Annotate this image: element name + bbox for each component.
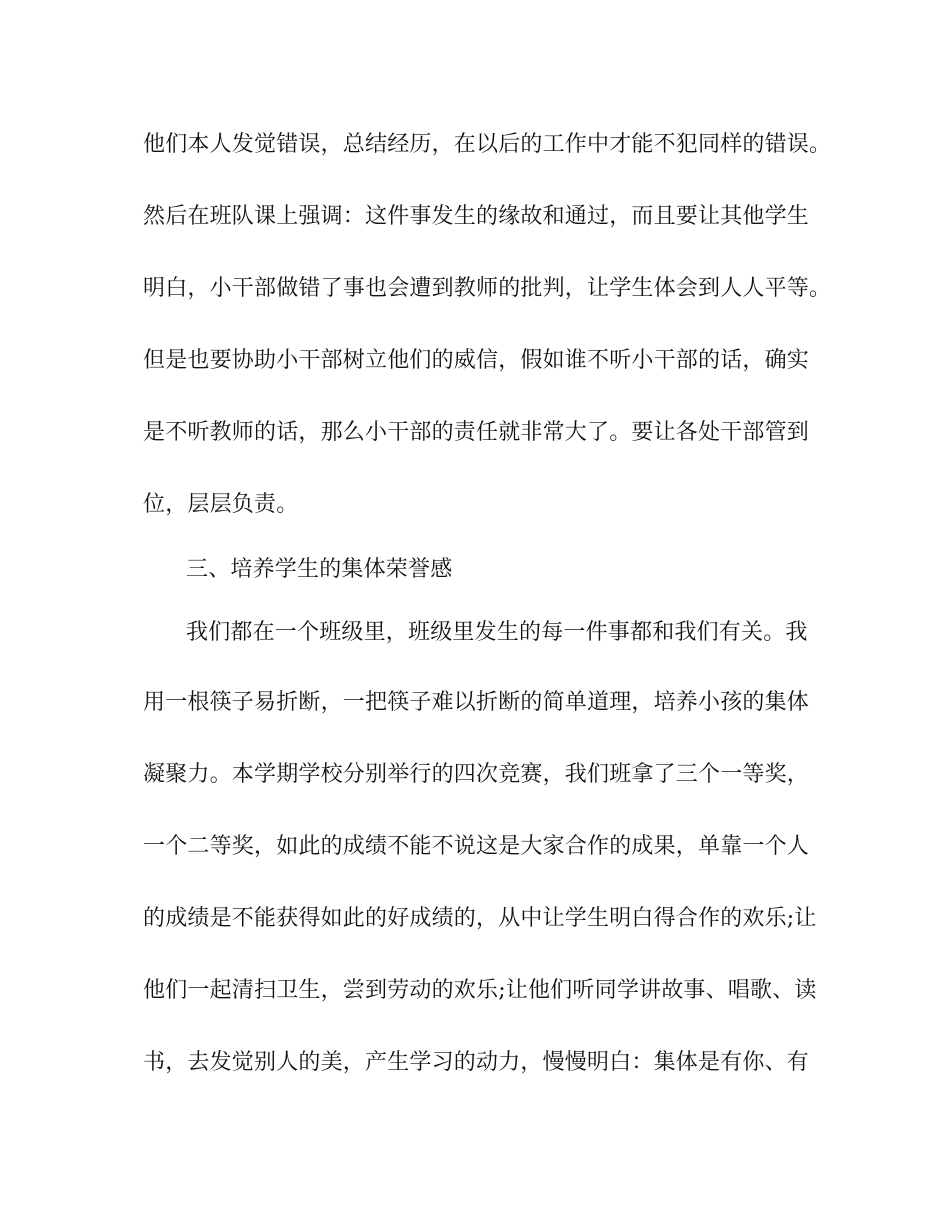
section-heading: 三、培养学生的集体荣誉感: [186, 557, 453, 582]
paragraph-line: 位，层层负责。: [143, 492, 299, 517]
paragraph-line: 他们本人发觉错误，总结经历，在以后的工作中才能不犯同样的错误。: [143, 132, 832, 157]
paragraph-line: 一个二等奖，如此的成绩不能不说这是大家合作的成果，单靠一个人: [143, 834, 810, 859]
paragraph-line: 凝聚力。本学期学校分别举行的四次竞赛，我们班拿了三个一等奖，: [143, 762, 810, 787]
paragraph-line: 用一根筷子易折断，一把筷子难以折断的简单道理，培养小孩的集体: [143, 690, 810, 715]
paragraph-line: 的成绩是不能获得如此的好成绩的，从中让学生明白得合作的欢乐;让: [143, 906, 817, 931]
paragraph-line: 然后在班队课上强调：这件事发生的缘故和通过，而且要让其他学生: [143, 204, 810, 229]
paragraph-line: 书，去发觉别人的美，产生学习的动力，慢慢明白：集体是有你、有: [143, 1050, 810, 1075]
paragraph-line: 但是也要协助小干部树立他们的威信，假如谁不听小干部的话，确实: [143, 348, 810, 373]
paragraph-line: 明白，小干部做错了事也会遭到教师的批判，让学生体会到人人平等。: [143, 276, 832, 301]
paragraph-line: 我们都在一个班级里，班级里发生的每一件事都和我们有关。我: [186, 620, 808, 645]
paragraph-line: 是不听教师的话，那么小干部的责任就非常大了。要让各处干部管到: [143, 420, 810, 445]
paragraph-line: 他们一起清扫卫生，尝到劳动的欢乐;让他们听同学讲故事、唱歌、读: [143, 978, 817, 1003]
